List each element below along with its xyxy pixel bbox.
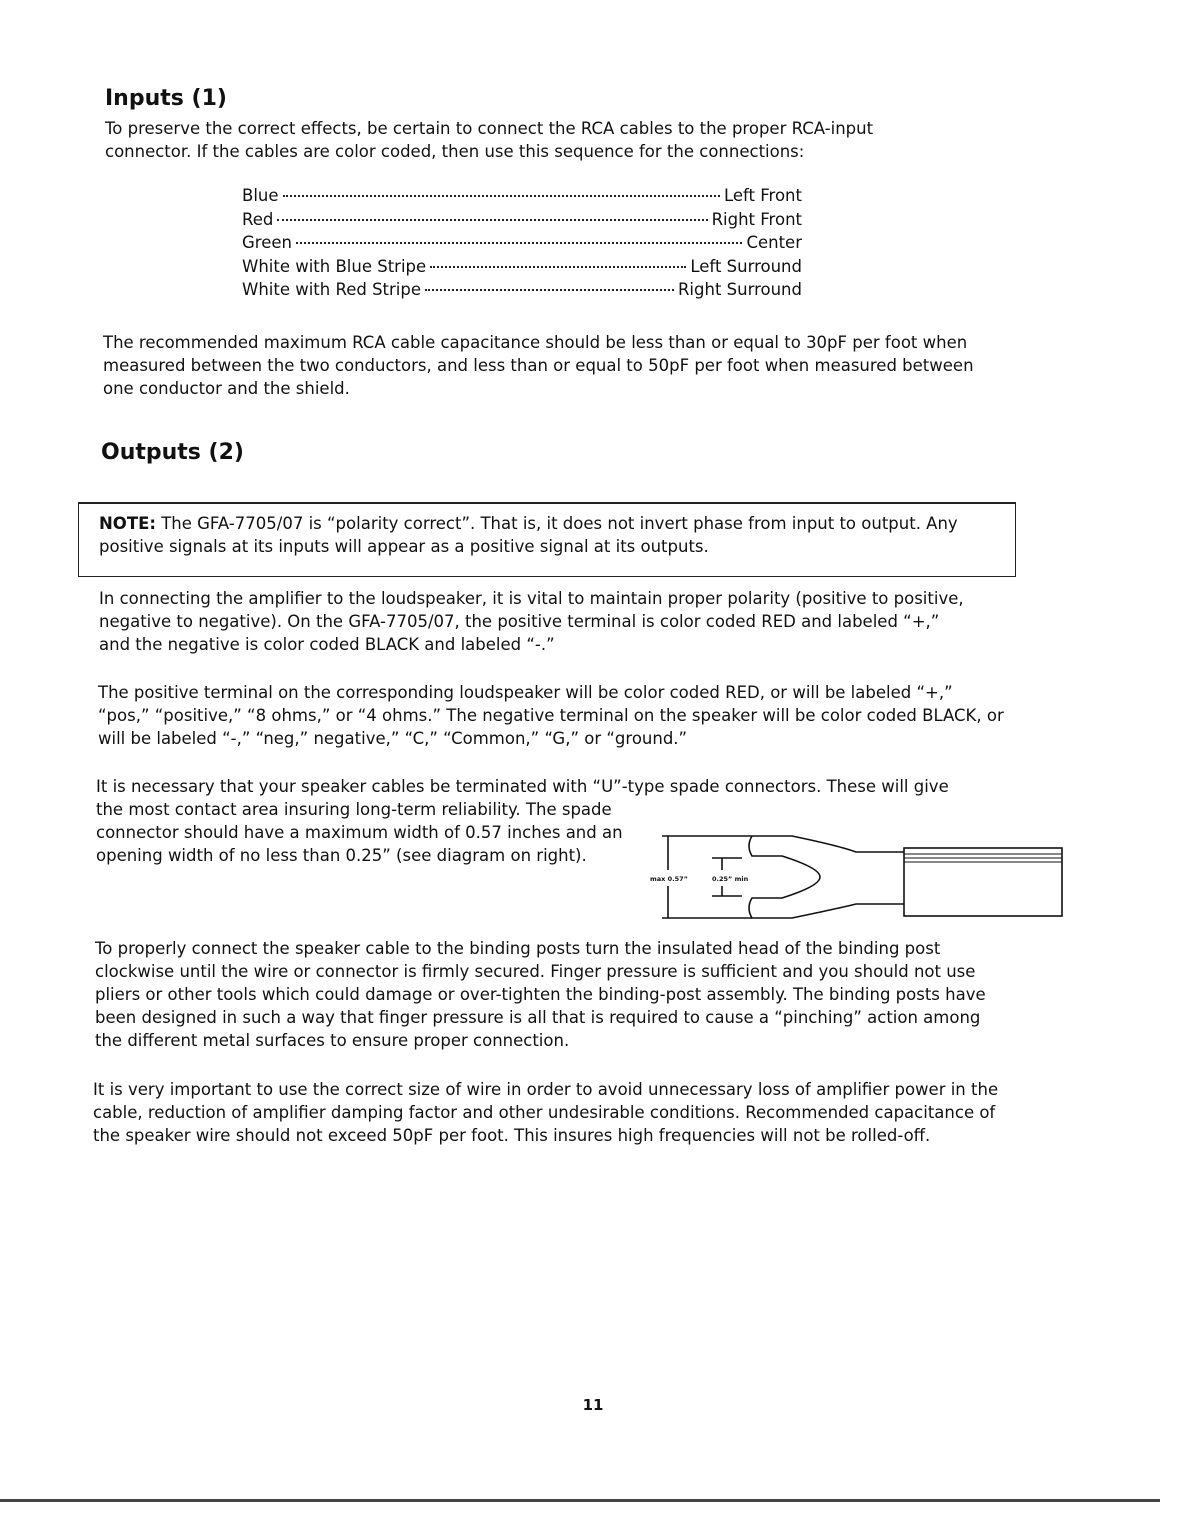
- leader-dots: [425, 289, 674, 291]
- outputs-heading: Outputs (2): [101, 440, 244, 465]
- leader-dots: [296, 242, 742, 244]
- connection-row: [242, 233, 802, 257]
- connection-color: Blue: [242, 186, 279, 205]
- page-number: 11: [582, 1396, 604, 1414]
- connection-list: [242, 186, 802, 304]
- spade-connector-line: It is necessary that your speaker cables be terminated with “U”-type spade connectors. These will give: [96, 777, 949, 796]
- rca-capacitance-paragraph: The recommended maximum RCA cable capacitance should be less than or equal to 30pF per foot when measured between the two conductors, and less than or equal to 50pF per foot when measured between one conductor and the shield.: [103, 333, 974, 398]
- spade-connector-diagram: [642, 828, 1066, 928]
- leader-dots: [430, 266, 686, 268]
- leader-dots: [277, 219, 707, 221]
- connection-row: [242, 210, 802, 234]
- connection-color: Red: [242, 209, 274, 229]
- connection-row: [242, 257, 802, 281]
- binding-post-paragraph: To properly connect the speaker cable to the binding posts turn the insulated head of the binding post clockwise until the wire or connector is firmly secured. Finger pressure is sufficient and you should not use pliers or other tools which could damage or over-tighten the binding-post assembly. The binding posts have been designed in such a way that finger pressure is all that is required to cause a “pinching” action among the different metal surfaces to ensure proper connection.: [95, 939, 986, 1050]
- connection-channel: Left Surround: [690, 256, 802, 276]
- connection-channel: Center: [746, 233, 802, 252]
- polarity-note: [99, 512, 989, 558]
- note-label: NOTE:: [99, 514, 156, 533]
- connection-channel: Right Front: [711, 209, 802, 229]
- spade-connector-paragraph: the most contact area insuring long-term reliability. The spade connector should have a maximum width of 0.57 inches and an opening width of no less than 0.25” (see diagram on right).: [96, 800, 623, 865]
- max-width-label: max 0.57”: [650, 875, 688, 883]
- polarity-note-box: [78, 502, 1016, 577]
- connection-color: Green: [242, 233, 292, 252]
- inputs-heading: Inputs (1): [105, 86, 227, 111]
- connection-channel: Right Surround: [677, 280, 802, 299]
- spade-connector-drawing: [642, 828, 1066, 928]
- wire-size-paragraph: It is very important to use the correct size of wire in order to avoid unnecessary loss of amplifier power in the cable, reduction of amplifier damping factor and other undesirable conditions. Recommended capacitance of the speaker wire should not exceed 50pF per foot. This insures high frequencies will not be rolled-off.: [93, 1080, 999, 1145]
- scan-edge-rule: [0, 1499, 1160, 1502]
- connection-channel: Left Front: [723, 186, 802, 205]
- connection-row: [242, 280, 802, 304]
- connection-color: White with Red Stripe: [242, 280, 422, 299]
- min-opening-label: 0.25” min: [712, 875, 749, 883]
- leader-dots: [283, 195, 720, 197]
- inputs-intro: To preserve the correct effects, be certain to connect the RCA cables to the proper RCA-input connector. If the cables are color coded, then use this sequence for the connections:: [105, 119, 874, 161]
- connection-color: White with Blue Stripe: [242, 256, 427, 276]
- connection-row: [242, 186, 802, 210]
- note-text: The GFA-7705/07 is “polarity correct”. That is, it does not invert phase from input to output. Any positive signals at its inputs will appear as a positive signal at its outputs.: [99, 514, 958, 556]
- polarity-paragraph: In connecting the amplifier to the loudspeaker, it is vital to maintain proper polarity (positive to positive, negative to negative). On the GFA-7705/07, the positive terminal is color coded RED and labeled “+,” and the negative is color coded BLACK and labeled “-.”: [99, 589, 964, 654]
- speaker-terminal-paragraph: The positive terminal on the corresponding loudspeaker will be color coded RED, or will be labeled “+,” “pos,” “positive,” “8 ohms,” or “4 ohms.” The negative terminal on the speaker will be color coded BLACK, or will be labeled “-,” “neg,” negative,” “C,” “Common,” “G,” or “ground.”: [98, 683, 1004, 748]
